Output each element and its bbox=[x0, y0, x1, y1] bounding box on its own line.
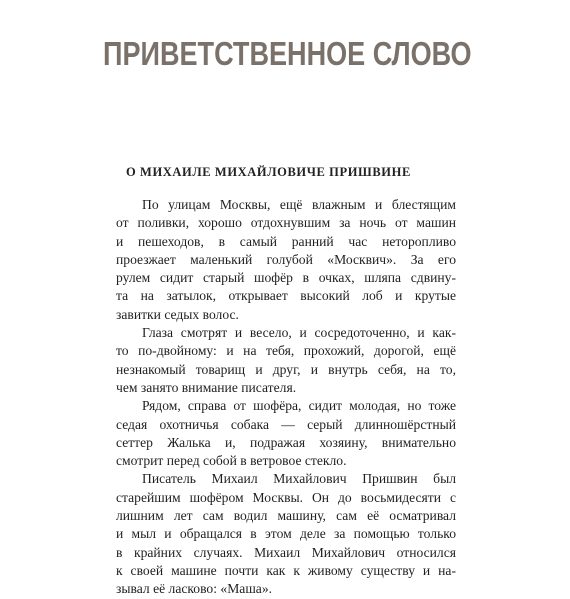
text-line: от поливки, хорошо отдохнувшим за ночь от машин bbox=[116, 215, 456, 231]
text-line: седая охотничья собака — серый длинношёрстный bbox=[116, 416, 456, 432]
text-line: Рядом, справа от шофёра, сидит молодая, но тоже bbox=[142, 398, 456, 414]
chapter-title: ПРИВЕТСТВЕННОЕ СЛОВО bbox=[103, 35, 472, 72]
text-line: Писатель Михаил Михайлович Пришвин был bbox=[142, 471, 456, 487]
text-line: смотрит перед собой в ветровое стекло. bbox=[116, 453, 347, 469]
text-line: и пешеходов, в самый ранний час неторопливо bbox=[116, 233, 456, 249]
text-line: По улицам Москвы, ещё влажным и блестящим bbox=[142, 197, 456, 212]
text-line: в крайних случаях. Михаил Михайлович относился bbox=[116, 544, 456, 560]
text-line: то по-двойному: и на тебя, прохожий, дорогой, ещё bbox=[116, 343, 456, 359]
text-line: Глаза смотрят и весело, и сосредоточенно, и как- bbox=[142, 325, 456, 341]
text-line: та на затылок, открывает высокий лоб и крутые bbox=[116, 288, 456, 304]
text-line: сеттер Жалька и, подражая хозяину, внимательно bbox=[116, 434, 456, 450]
text-line: и мыл и обращался в этом деле за помощью только bbox=[116, 526, 456, 542]
text-line: незнакомый товарищ и друг, и внутрь себя, на то, bbox=[116, 361, 456, 377]
text-line: к своей машине почти как к живому существу и на- bbox=[116, 562, 456, 578]
text-line: старейшим шофёром Москвы. Он до восьмидесяти с bbox=[116, 489, 456, 505]
text-line: проезжает маленький голубой «Москвич». За его bbox=[116, 251, 456, 267]
text-line: лишним лет сам водил машину, сам её осматривал bbox=[116, 508, 456, 524]
body-text bbox=[116, 196, 456, 599]
text-line: рулем сидит старый шофёр в очках, шляпа сдвину- bbox=[116, 270, 456, 286]
text-line: зывал её ласково: «Маша». bbox=[116, 581, 273, 597]
text-line: завитки седых волос. bbox=[116, 306, 239, 322]
text-line: чем занято внимание писателя. bbox=[116, 379, 297, 395]
section-heading: О МИХАИЛЕ МИХАЙЛОВИЧЕ ПРИШВИНЕ bbox=[126, 165, 411, 179]
